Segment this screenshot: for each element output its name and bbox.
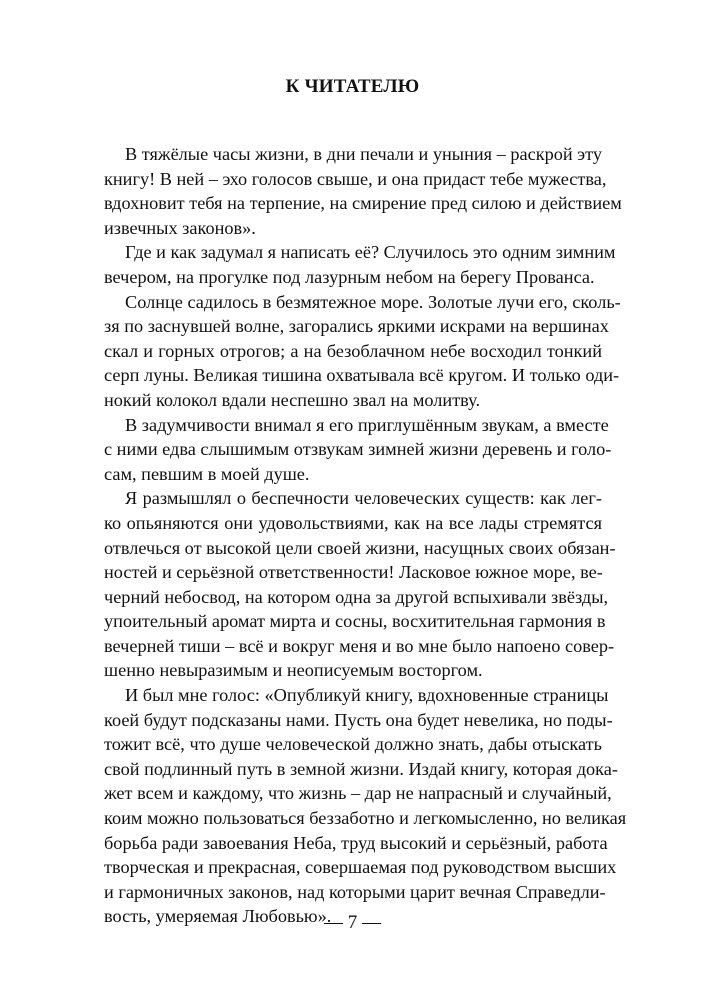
text-line: книгу! В ней – эхо голосов свыше, и она придаст тебе мужества, <box>104 168 607 189</box>
chapter-title: К ЧИТАТЕЛЮ <box>285 76 420 97</box>
text-line: И был мне голос: «Опубликуй книгу, вдохновенные страницы <box>125 685 609 706</box>
paragraph <box>104 290 621 413</box>
text-line: и гармоничных законов, над которыми царит вечная Справедли- <box>104 881 606 902</box>
text-line: вечерней тиши – всё и вокруг меня и во мне было напоено совер- <box>104 635 615 656</box>
page-number: — 7 — <box>324 912 381 933</box>
text-line: ностей и серьёзной ответственности! Ласковое южное море, ве- <box>104 562 603 583</box>
text-line: В тяжёлые часы жизни, в дни печали и уныния – раскрой эту <box>125 144 602 164</box>
text-line: свой подлинный путь в земной жизни. Издай книгу, которая дока- <box>104 758 618 779</box>
text-line: зя по заснувшей волне, загорались яркими искрами на вершинах <box>104 316 609 337</box>
paragraph <box>104 486 616 683</box>
text-line: извечных законов». <box>104 217 256 238</box>
text-line: с ними едва слышимым отзвукам зимней жизни деревень и голо- <box>104 439 612 460</box>
text-line: Я размышлял о беспечности человеческих существ: как лег- <box>125 488 602 509</box>
body-text <box>104 142 627 929</box>
paragraph <box>104 142 622 240</box>
paragraph <box>104 240 616 289</box>
text-line: вечером, на прогулке под лазурным небом на берегу Прованса. <box>104 266 595 287</box>
paragraph <box>104 413 612 487</box>
text-line: творческая и прекрасная, совершаемая под руководством высших <box>104 857 617 878</box>
text-line: шенно невыразимым и неописуемым восторгом. <box>104 660 483 681</box>
paragraph <box>104 683 627 929</box>
text-line: Где и как задумал я написать её? Случилось это одним зимним <box>125 242 616 263</box>
text-line: упоительный аромат мирта и сосны, восхитительная гармония в <box>104 611 606 632</box>
text-line: Солнце садилось в безмятежное море. Золотые лучи его, сколь- <box>125 291 621 312</box>
text-line: тожит всё, что душе человеческой должно знать, дабы отыскать <box>104 734 602 755</box>
text-line: отвлечься от высокой цели своей жизни, насущных своих обязан- <box>104 537 616 558</box>
text-line: коей будут подсказаны нами. Пусть она будет невелика, но поды- <box>104 709 613 730</box>
text-line: жет всем и каждому, что жизнь – дар не напрасный и случайный, <box>104 783 612 804</box>
text-line: сам, певшим в моей душе. <box>104 463 310 484</box>
text-line: ко опьяняются они удовольствиями, как на все лады стремятся <box>104 512 602 533</box>
text-line: борьба ради завоевания Неба, труд высокий и серьёзный, работа <box>104 832 608 853</box>
text-line: нокий колокол вдали неспешно звал на молитву. <box>104 389 481 410</box>
text-line: вдохновит тебя на терпение, на смирение пред силою и действием <box>104 193 622 214</box>
text-line: серп луны. Великая тишина охватывала всё кругом. И только оди- <box>104 365 620 386</box>
text-line: скал и горных отрогов; а на безоблачном небе восходил тонкий <box>104 340 602 361</box>
text-line: вость, умеряемая Любовью». <box>104 906 332 927</box>
text-line: черний небосвод, на котором одна за другой вспыхивали звёзды, <box>104 586 609 607</box>
text-line: В задумчивости внимал я его приглушённым звукам, а вместе <box>125 414 609 435</box>
text-line: коим можно пользоваться беззаботно и легкомысленно, но великая <box>104 808 627 829</box>
